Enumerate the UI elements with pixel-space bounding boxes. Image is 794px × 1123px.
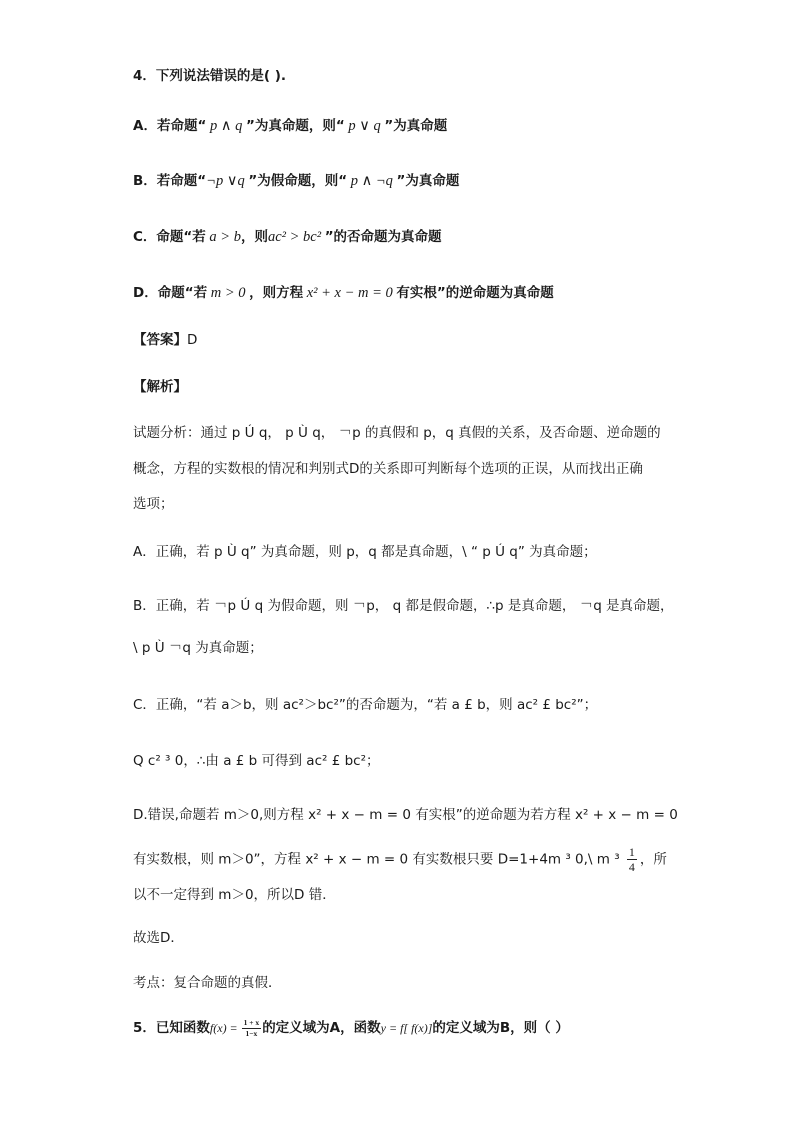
analysis-c-1: C．正确，“若 a＞b，则 ac²＞bc²”的否命题为，“若 a £ b，则 ac² £ bc²”；: [133, 697, 598, 713]
analysis-d-3: 以不一定得到 m＞0，所以D 错．: [133, 887, 336, 903]
answer: 【答案】D: [133, 332, 198, 348]
conclusion: 故选D．: [133, 930, 184, 946]
analysis-line-1: 试题分析：通过 p Ú q， p Ù q， ￢p 的真假和 p，q 真假的关系，及否命题、逆命题的: [133, 425, 661, 441]
option-d: D．命题“若 m > 0 ，则方程 x² + x − m = 0 有实根”的逆命题为真命题: [133, 285, 554, 301]
analysis-line-3: 选项；: [133, 496, 174, 512]
analysis-b-2: \ p Ù ￢q 为真命题；: [133, 640, 263, 656]
analysis-label: 【解析】: [133, 379, 187, 395]
fraction-one-quarter: $\frac{1}{4}$: [628, 845, 635, 874]
question-5-stem: 5．已知函数f(x) = $\frac{1 + x}{1-x}$ 的定义域为A，函数y = f[ f(x)]的定义域为B，则（ ）: [133, 1018, 569, 1038]
option-a: A．若命题“ p ∧ q ”为真命题，则“ p ∨ q ”为真命题: [133, 118, 448, 134]
fraction-f: $\frac{1 + x}{1-x}$: [243, 1018, 260, 1038]
question-4-stem: 4．下列说法错误的是( ).: [133, 68, 287, 84]
analysis-a: A．正确，若 p Ù q” 为真命题，则 p，q 都是真命题，\ “ p Ú q” 为真命题；: [133, 544, 597, 560]
analysis-d-2: 有实数根，则 m＞0”，方程 x² + x − m = 0 有实数根只要 D=1+4m ³ 0,\ m ³ $\frac{1}{4}$ ，所: [133, 845, 667, 874]
analysis-b-1: B．正确，若 ￢p Ú q 为假命题，则 ￢p， q 都是假命题，∴p 是真命题， ￢q 是真命题，: [133, 598, 674, 614]
analysis-d-1: D.错误,命题若 m＞0,则方程 x² + x − m = 0 有实根”的逆命题为若方程 x² + x − m = 0: [133, 807, 678, 823]
analysis-c-2: Q c² ³ 0，∴由 a £ b 可得到 ac² £ bc²；: [133, 753, 380, 769]
option-b: B．若命题“¬p ∨q ”为假命题，则“ p ∧ ¬q ”为真命题: [133, 173, 460, 189]
kaodian: 考点：复合命题的真假．: [133, 975, 282, 991]
analysis-line-2: 概念，方程的实数根的情况和判别式D的关系即可判断每个选项的正误，从而找出正确: [133, 461, 643, 477]
option-c: C．命题“若 a > b，则ac² > bc² ”的否命题为真命题: [133, 229, 442, 245]
